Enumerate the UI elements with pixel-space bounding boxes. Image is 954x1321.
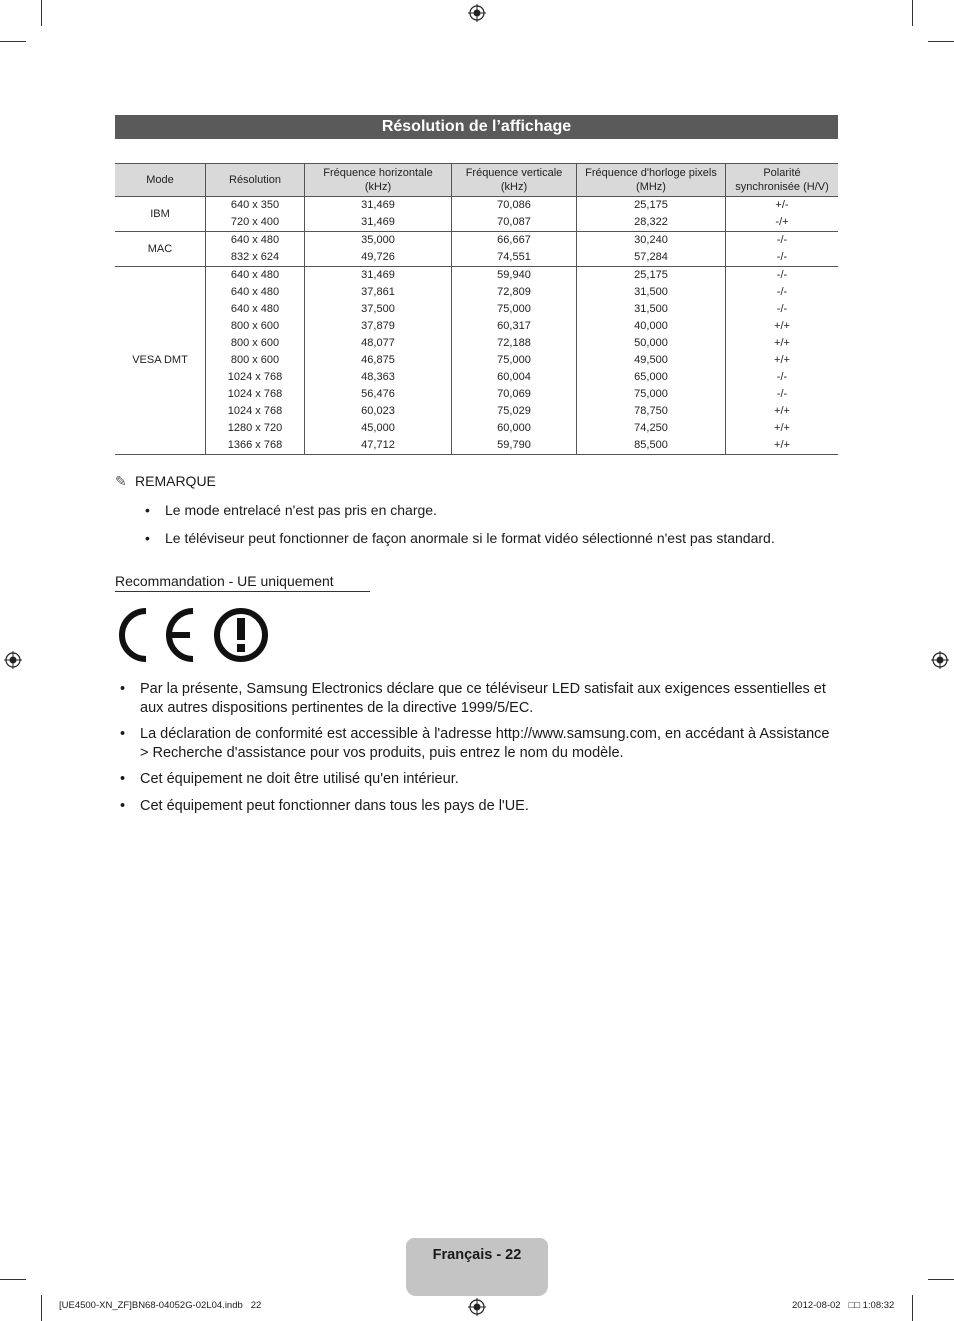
list-item: • Par la présente, Samsung Electronics déclare que ce téléviseur LED satisfait aux exigences essentielles et aux autres dispositions pertinentes de la directive 1999/5/EC.	[120, 680, 840, 717]
table-cell: +/+	[726, 352, 839, 369]
table-cell: 75,000	[452, 301, 577, 318]
table-row	[115, 284, 838, 301]
table-row	[115, 403, 838, 420]
table-cell: -/+	[726, 214, 839, 232]
declaration-list	[120, 680, 840, 823]
table-cell: 1024 x 768	[206, 369, 305, 386]
table-cell: 46,875	[305, 352, 452, 369]
table-cell: -/-	[726, 232, 839, 250]
table-cell: +/+	[726, 403, 839, 420]
print-slug-file: [UE4500-XN_ZF]BN68-04052G-02L04.indb 22	[59, 1300, 262, 1311]
table-header-row	[115, 164, 838, 197]
list-item: • La déclaration de conformité est accessible à l'adresse http://www.samsung.com, en accédant à Assistance > Recherche d'assistance pour vos produits, puis entrez le nom du modèle.	[120, 725, 840, 762]
table-cell: 70,087	[452, 214, 577, 232]
table-cell: 31,500	[577, 301, 726, 318]
table-cell: 640 x 480	[206, 301, 305, 318]
pencil-note-icon: ✎	[115, 473, 127, 489]
table-cell: 31,469	[305, 267, 452, 285]
table-cell: 60,023	[305, 403, 452, 420]
table-cell: 1024 x 768	[206, 403, 305, 420]
table-cell: 640 x 480	[206, 267, 305, 285]
registration-mark-icon	[468, 1298, 486, 1316]
mode-cell: VESA DMT	[115, 267, 206, 455]
table-cell: 75,029	[452, 403, 577, 420]
table-cell: 48,363	[305, 369, 452, 386]
note-list	[145, 500, 775, 556]
table-cell: 60,004	[452, 369, 577, 386]
table-row	[115, 267, 838, 285]
recommendation-heading: Recommandation - UE uniquement	[115, 573, 370, 592]
table-cell: 59,790	[452, 437, 577, 455]
table-cell: 37,879	[305, 318, 452, 335]
table-cell: 800 x 600	[206, 335, 305, 352]
table-cell: 800 x 600	[206, 352, 305, 369]
table-cell: 25,175	[577, 267, 726, 285]
table-cell: 31,469	[305, 214, 452, 232]
table-cell: 72,188	[452, 335, 577, 352]
table-cell: 75,000	[577, 386, 726, 403]
column-header-resolution: Résolution	[206, 164, 305, 197]
table-cell: 30,240	[577, 232, 726, 250]
section-title: Résolution de l’affichage	[115, 115, 838, 139]
table-cell: 25,175	[577, 197, 726, 215]
mode-cell: MAC	[115, 232, 206, 267]
table-cell: 640 x 480	[206, 284, 305, 301]
table-cell: 74,250	[577, 420, 726, 437]
table-cell: 1280 x 720	[206, 420, 305, 437]
crop-mark	[912, 0, 913, 26]
table-cell: 56,476	[305, 386, 452, 403]
table-cell: 72,809	[452, 284, 577, 301]
table-row	[115, 352, 838, 369]
column-header-polarity: Polarité synchronisée (H/V)	[726, 164, 839, 197]
note-title: REMARQUE	[135, 473, 216, 489]
table-cell: 49,500	[577, 352, 726, 369]
table-cell: 74,551	[452, 249, 577, 267]
page-number-tab: Français - 22	[406, 1238, 548, 1296]
table-cell: -/-	[726, 386, 839, 403]
print-slug-date: 2012-08-02 □□ 1:08:32	[792, 1300, 895, 1311]
crop-mark	[41, 1295, 42, 1321]
table-cell: 37,861	[305, 284, 452, 301]
table-row	[115, 369, 838, 386]
table-cell: 50,000	[577, 335, 726, 352]
mode-cell: IBM	[115, 197, 206, 232]
list-item: • Cet équipement ne doit être utilisé qu'en intérieur.	[120, 770, 840, 789]
table-cell: 70,069	[452, 386, 577, 403]
table-cell: 48,077	[305, 335, 452, 352]
table-row	[115, 420, 838, 437]
table-row	[115, 301, 838, 318]
table-cell: -/-	[726, 301, 839, 318]
table-row	[115, 249, 838, 267]
table-cell: 47,712	[305, 437, 452, 455]
table-row	[115, 318, 838, 335]
table-cell: 75,000	[452, 352, 577, 369]
table-cell: 35,000	[305, 232, 452, 250]
table-cell: +/+	[726, 437, 839, 455]
list-item: • Le téléviseur peut fonctionner de façon anormale si le format vidéo sélectionné n'est pas standard.	[145, 528, 775, 556]
table-cell: 720 x 400	[206, 214, 305, 232]
exclamation-circle-icon	[217, 611, 265, 659]
list-item: • Cet équipement peut fonctionner dans tous les pays de l'UE.	[120, 797, 840, 816]
table-row	[115, 197, 838, 215]
table-cell: -/-	[726, 284, 839, 301]
table-cell: 37,500	[305, 301, 452, 318]
table-row	[115, 232, 838, 250]
registration-mark-icon	[4, 651, 22, 669]
crop-mark	[912, 1295, 913, 1321]
table-cell: +/+	[726, 335, 839, 352]
column-header-mode: Mode	[115, 164, 206, 197]
registration-mark-icon	[931, 651, 949, 669]
table-row	[115, 437, 838, 455]
table-cell: 1366 x 768	[206, 437, 305, 455]
table-cell: 1024 x 768	[206, 386, 305, 403]
crop-mark	[0, 41, 26, 42]
table-cell: -/-	[726, 369, 839, 386]
registration-mark-icon	[468, 4, 486, 22]
table-cell: -/-	[726, 249, 839, 267]
table-cell: 45,000	[305, 420, 452, 437]
table-cell: 800 x 600	[206, 318, 305, 335]
table-cell: +/-	[726, 197, 839, 215]
column-header-hfreq: Fréquence horizontale (kHz)	[305, 164, 452, 197]
crop-mark	[928, 1279, 954, 1280]
table-cell: -/-	[726, 267, 839, 285]
table-cell: +/+	[726, 318, 839, 335]
column-header-pixel-clock: Fréquence d'horloge pixels (MHz)	[577, 164, 726, 197]
table-cell: 31,469	[305, 197, 452, 215]
crop-mark	[0, 1279, 26, 1280]
table-cell: 85,500	[577, 437, 726, 455]
crop-mark	[928, 41, 954, 42]
table-row	[115, 335, 838, 352]
list-item: • Le mode entrelacé n'est pas pris en charge.	[145, 500, 775, 528]
table-cell: +/+	[726, 420, 839, 437]
table-cell: 31,500	[577, 284, 726, 301]
table-cell: 60,317	[452, 318, 577, 335]
ce-mark-icon	[115, 606, 275, 664]
table-cell: 49,726	[305, 249, 452, 267]
table-cell: 40,000	[577, 318, 726, 335]
column-header-vfreq: Fréquence verticale (kHz)	[452, 164, 577, 197]
table-cell: 832 x 624	[206, 249, 305, 267]
resolution-table	[115, 163, 838, 455]
table-cell: 78,750	[577, 403, 726, 420]
crop-mark	[41, 0, 42, 26]
table-cell: 57,284	[577, 249, 726, 267]
table-cell: 70,086	[452, 197, 577, 215]
table-cell: 640 x 350	[206, 197, 305, 215]
table-row	[115, 386, 838, 403]
table-cell: 60,000	[452, 420, 577, 437]
table-cell: 66,667	[452, 232, 577, 250]
table-row	[115, 214, 838, 232]
table-cell: 640 x 480	[206, 232, 305, 250]
table-cell: 65,000	[577, 369, 726, 386]
note-heading	[115, 473, 216, 490]
table-cell: 59,940	[452, 267, 577, 285]
table-cell: 28,322	[577, 214, 726, 232]
